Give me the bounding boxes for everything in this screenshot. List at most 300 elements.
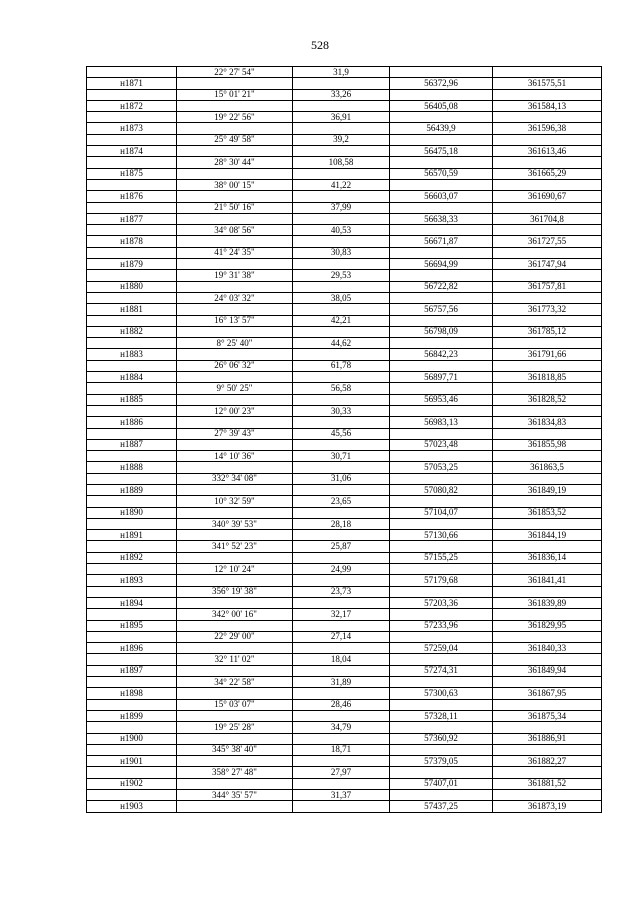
direction-angle-cell: 12° 10' 24" — [177, 564, 293, 575]
empty-cell — [177, 168, 293, 179]
point-name-cell: н1900 — [87, 733, 177, 744]
empty-cell — [493, 451, 602, 462]
y-coordinate-cell: 361828,52 — [493, 394, 602, 405]
empty-cell — [87, 451, 177, 462]
table-row-point — [87, 575, 602, 586]
table-row-segment — [87, 179, 602, 190]
direction-angle-cell: 15° 03' 07" — [177, 699, 293, 710]
empty-cell — [493, 677, 602, 688]
empty-cell — [493, 179, 602, 190]
empty-cell — [177, 462, 293, 473]
coordinates-table-body — [87, 67, 602, 813]
empty-cell — [493, 292, 602, 303]
empty-cell — [87, 270, 177, 281]
empty-cell — [390, 112, 493, 123]
table-row-point — [87, 484, 602, 495]
empty-cell — [390, 157, 493, 168]
table-row-segment — [87, 67, 602, 78]
segment-length-cell: 27,97 — [293, 767, 390, 778]
empty-cell — [493, 202, 602, 213]
empty-cell — [87, 428, 177, 439]
segment-length-cell: 28,18 — [293, 518, 390, 529]
empty-cell — [293, 710, 390, 721]
empty-cell — [493, 473, 602, 484]
x-coordinate-cell: 57155,25 — [390, 552, 493, 563]
table-row-point — [87, 123, 602, 134]
x-coordinate-cell: 57360,92 — [390, 733, 493, 744]
y-coordinate-cell: 361875,34 — [493, 710, 602, 721]
table-row-segment — [87, 89, 602, 100]
x-coordinate-cell: 57379,05 — [390, 756, 493, 767]
direction-angle-cell: 342° 00' 16" — [177, 609, 293, 620]
empty-cell — [390, 338, 493, 349]
x-coordinate-cell: 56603,07 — [390, 191, 493, 202]
table-row-segment — [87, 315, 602, 326]
empty-cell — [293, 281, 390, 292]
segment-length-cell: 23,73 — [293, 586, 390, 597]
point-name-cell: н1886 — [87, 417, 177, 428]
table-row-point — [87, 78, 602, 89]
point-name-cell: н1902 — [87, 778, 177, 789]
empty-cell — [493, 134, 602, 145]
empty-cell — [293, 304, 390, 315]
direction-angle-cell: 19° 31' 38" — [177, 270, 293, 281]
empty-cell — [87, 134, 177, 145]
table-row-segment — [87, 564, 602, 575]
table-row-segment — [87, 428, 602, 439]
x-coordinate-cell: 57130,66 — [390, 530, 493, 541]
point-name-cell: н1879 — [87, 259, 177, 270]
segment-length-cell: 37,99 — [293, 202, 390, 213]
empty-cell — [87, 699, 177, 710]
empty-cell — [293, 484, 390, 495]
empty-cell — [390, 89, 493, 100]
coordinates-table — [86, 66, 602, 813]
empty-cell — [293, 688, 390, 699]
table-row-point — [87, 597, 602, 608]
x-coordinate-cell: 57233,96 — [390, 620, 493, 631]
y-coordinate-cell: 361665,29 — [493, 168, 602, 179]
empty-cell — [87, 518, 177, 529]
empty-cell — [87, 67, 177, 78]
y-coordinate-cell: 361704,8 — [493, 213, 602, 224]
empty-cell — [177, 236, 293, 247]
table-row-segment — [87, 225, 602, 236]
empty-cell — [177, 281, 293, 292]
table-row-segment — [87, 157, 602, 168]
empty-cell — [493, 383, 602, 394]
x-coordinate-cell: 57437,25 — [390, 801, 493, 812]
empty-cell — [87, 179, 177, 190]
point-name-cell: н1893 — [87, 575, 177, 586]
empty-cell — [87, 586, 177, 597]
point-name-cell: н1892 — [87, 552, 177, 563]
empty-cell — [177, 643, 293, 654]
empty-cell — [293, 439, 390, 450]
table-row-point — [87, 304, 602, 315]
empty-cell — [293, 643, 390, 654]
empty-cell — [177, 620, 293, 631]
empty-cell — [390, 270, 493, 281]
empty-cell — [177, 733, 293, 744]
direction-angle-cell: 356° 19' 38" — [177, 586, 293, 597]
table-row-point — [87, 349, 602, 360]
table-row-point — [87, 326, 602, 337]
empty-cell — [390, 202, 493, 213]
segment-length-cell: 27,14 — [293, 631, 390, 642]
segment-length-cell: 41,22 — [293, 179, 390, 190]
empty-cell — [493, 157, 602, 168]
empty-cell — [390, 451, 493, 462]
table-row-point — [87, 801, 602, 812]
empty-cell — [390, 360, 493, 371]
x-coordinate-cell: 57328,11 — [390, 710, 493, 721]
table-row-point — [87, 281, 602, 292]
segment-length-cell: 31,89 — [293, 677, 390, 688]
empty-cell — [293, 778, 390, 789]
segment-length-cell: 23,65 — [293, 496, 390, 507]
direction-angle-cell: 24° 03' 32" — [177, 292, 293, 303]
point-name-cell: н1896 — [87, 643, 177, 654]
y-coordinate-cell: 361829,95 — [493, 620, 602, 631]
empty-cell — [493, 225, 602, 236]
y-coordinate-cell: 361844,19 — [493, 530, 602, 541]
empty-cell — [177, 259, 293, 270]
empty-cell — [87, 338, 177, 349]
table-row-point — [87, 507, 602, 518]
x-coordinate-cell: 57053,25 — [390, 462, 493, 473]
segment-length-cell: 108,58 — [293, 157, 390, 168]
x-coordinate-cell: 57104,07 — [390, 507, 493, 518]
y-coordinate-cell: 361841,41 — [493, 575, 602, 586]
empty-cell — [177, 349, 293, 360]
point-name-cell: н1889 — [87, 484, 177, 495]
point-name-cell: н1882 — [87, 326, 177, 337]
segment-length-cell: 30,33 — [293, 405, 390, 416]
empty-cell — [177, 575, 293, 586]
point-name-cell: н1885 — [87, 394, 177, 405]
direction-angle-cell: 19° 22' 56" — [177, 112, 293, 123]
segment-length-cell: 25,87 — [293, 541, 390, 552]
segment-length-cell: 31,9 — [293, 67, 390, 78]
empty-cell — [177, 484, 293, 495]
empty-cell — [177, 213, 293, 224]
y-coordinate-cell: 361613,46 — [493, 146, 602, 157]
x-coordinate-cell: 57023,48 — [390, 439, 493, 450]
empty-cell — [293, 259, 390, 270]
empty-cell — [390, 541, 493, 552]
segment-length-cell: 30,71 — [293, 451, 390, 462]
empty-cell — [390, 677, 493, 688]
empty-cell — [177, 191, 293, 202]
empty-cell — [293, 326, 390, 337]
table-row-segment — [87, 541, 602, 552]
x-coordinate-cell: 56570,59 — [390, 168, 493, 179]
empty-cell — [390, 609, 493, 620]
y-coordinate-cell: 361757,81 — [493, 281, 602, 292]
empty-cell — [293, 236, 390, 247]
direction-angle-cell: 332° 34' 08" — [177, 473, 293, 484]
x-coordinate-cell: 56953,46 — [390, 394, 493, 405]
empty-cell — [390, 586, 493, 597]
point-name-cell: н1880 — [87, 281, 177, 292]
empty-cell — [293, 168, 390, 179]
empty-cell — [293, 530, 390, 541]
empty-cell — [87, 383, 177, 394]
y-coordinate-cell: 361584,13 — [493, 100, 602, 111]
x-coordinate-cell: 56671,87 — [390, 236, 493, 247]
point-name-cell: н1898 — [87, 688, 177, 699]
empty-cell — [493, 112, 602, 123]
table-row-point — [87, 168, 602, 179]
empty-cell — [293, 507, 390, 518]
point-name-cell: н1873 — [87, 123, 177, 134]
table-row-point — [87, 417, 602, 428]
y-coordinate-cell: 361575,51 — [493, 78, 602, 89]
empty-cell — [390, 179, 493, 190]
table-row-segment — [87, 586, 602, 597]
empty-cell — [87, 790, 177, 801]
segment-length-cell: 29,53 — [293, 270, 390, 281]
empty-cell — [390, 247, 493, 258]
point-name-cell: н1871 — [87, 78, 177, 89]
empty-cell — [390, 767, 493, 778]
table-row-point — [87, 733, 602, 744]
table-row-segment — [87, 518, 602, 529]
segment-length-cell: 18,71 — [293, 744, 390, 755]
x-coordinate-cell: 56475,18 — [390, 146, 493, 157]
direction-angle-cell: 22° 29' 00" — [177, 631, 293, 642]
table-row-point — [87, 688, 602, 699]
direction-angle-cell: 344° 35' 57" — [177, 790, 293, 801]
table-row-segment — [87, 790, 602, 801]
empty-cell — [87, 744, 177, 755]
segment-length-cell: 45,56 — [293, 428, 390, 439]
empty-cell — [177, 530, 293, 541]
empty-cell — [177, 394, 293, 405]
empty-cell — [177, 417, 293, 428]
empty-cell — [390, 428, 493, 439]
segment-length-cell: 56,58 — [293, 383, 390, 394]
table-row-segment — [87, 677, 602, 688]
y-coordinate-cell: 361849,19 — [493, 484, 602, 495]
direction-angle-cell: 14° 10' 36" — [177, 451, 293, 462]
empty-cell — [177, 665, 293, 676]
empty-cell — [293, 733, 390, 744]
table-row-segment — [87, 496, 602, 507]
y-coordinate-cell: 361791,66 — [493, 349, 602, 360]
x-coordinate-cell: 56983,13 — [390, 417, 493, 428]
point-name-cell: н1874 — [87, 146, 177, 157]
point-name-cell: н1884 — [87, 372, 177, 383]
y-coordinate-cell: 361727,55 — [493, 236, 602, 247]
table-row-segment — [87, 112, 602, 123]
direction-angle-cell: 21° 50' 16" — [177, 202, 293, 213]
y-coordinate-cell: 361881,52 — [493, 778, 602, 789]
empty-cell — [493, 405, 602, 416]
table-row-point — [87, 191, 602, 202]
empty-cell — [390, 473, 493, 484]
empty-cell — [177, 439, 293, 450]
point-name-cell: н1877 — [87, 213, 177, 224]
segment-length-cell: 31,37 — [293, 790, 390, 801]
empty-cell — [177, 78, 293, 89]
y-coordinate-cell: 361785,12 — [493, 326, 602, 337]
point-name-cell: н1872 — [87, 100, 177, 111]
y-coordinate-cell: 361863,5 — [493, 462, 602, 473]
direction-angle-cell: 27° 39' 43" — [177, 428, 293, 439]
empty-cell — [293, 146, 390, 157]
point-name-cell: н1899 — [87, 710, 177, 721]
table-row-segment — [87, 722, 602, 733]
empty-cell — [293, 462, 390, 473]
empty-cell — [177, 688, 293, 699]
empty-cell — [390, 315, 493, 326]
x-coordinate-cell: 57274,31 — [390, 665, 493, 676]
direction-angle-cell: 8° 25' 40" — [177, 338, 293, 349]
x-coordinate-cell: 56842,23 — [390, 349, 493, 360]
x-coordinate-cell: 56757,56 — [390, 304, 493, 315]
empty-cell — [493, 360, 602, 371]
table-row-point — [87, 462, 602, 473]
empty-cell — [390, 67, 493, 78]
empty-cell — [87, 157, 177, 168]
table-row-point — [87, 236, 602, 247]
direction-angle-cell: 15° 01' 21" — [177, 89, 293, 100]
segment-length-cell: 39,2 — [293, 134, 390, 145]
x-coordinate-cell: 57259,04 — [390, 643, 493, 654]
x-coordinate-cell: 56372,96 — [390, 78, 493, 89]
point-name-cell: н1895 — [87, 620, 177, 631]
x-coordinate-cell: 56638,33 — [390, 213, 493, 224]
x-coordinate-cell: 56439,9 — [390, 123, 493, 134]
empty-cell — [87, 360, 177, 371]
table-row-point — [87, 213, 602, 224]
segment-length-cell: 33,26 — [293, 89, 390, 100]
empty-cell — [493, 67, 602, 78]
empty-cell — [87, 609, 177, 620]
segment-length-cell: 38,05 — [293, 292, 390, 303]
empty-cell — [87, 564, 177, 575]
empty-cell — [87, 541, 177, 552]
empty-cell — [87, 496, 177, 507]
empty-cell — [87, 225, 177, 236]
empty-cell — [293, 552, 390, 563]
empty-cell — [177, 778, 293, 789]
segment-length-cell: 34,79 — [293, 722, 390, 733]
point-name-cell: н1887 — [87, 439, 177, 450]
empty-cell — [493, 722, 602, 733]
point-name-cell: н1901 — [87, 756, 177, 767]
empty-cell — [390, 405, 493, 416]
empty-cell — [493, 247, 602, 258]
empty-cell — [493, 315, 602, 326]
empty-cell — [293, 213, 390, 224]
direction-angle-cell: 10° 32' 59" — [177, 496, 293, 507]
direction-angle-cell: 34° 08' 56" — [177, 225, 293, 236]
empty-cell — [390, 564, 493, 575]
x-coordinate-cell: 57080,82 — [390, 484, 493, 495]
empty-cell — [293, 100, 390, 111]
point-name-cell: н1903 — [87, 801, 177, 812]
table-row-segment — [87, 360, 602, 371]
y-coordinate-cell: 361690,67 — [493, 191, 602, 202]
empty-cell — [87, 292, 177, 303]
segment-length-cell: 28,46 — [293, 699, 390, 710]
empty-cell — [293, 394, 390, 405]
page-number: 528 — [311, 38, 329, 52]
y-coordinate-cell: 361747,94 — [493, 259, 602, 270]
point-name-cell: н1878 — [87, 236, 177, 247]
empty-cell — [87, 722, 177, 733]
y-coordinate-cell: 361840,33 — [493, 643, 602, 654]
empty-cell — [293, 575, 390, 586]
x-coordinate-cell: 56405,08 — [390, 100, 493, 111]
segment-length-cell: 40,53 — [293, 225, 390, 236]
table-row-segment — [87, 744, 602, 755]
empty-cell — [177, 326, 293, 337]
table-row-segment — [87, 247, 602, 258]
empty-cell — [493, 631, 602, 642]
direction-angle-cell: 16° 13' 57" — [177, 315, 293, 326]
empty-cell — [293, 756, 390, 767]
x-coordinate-cell: 56722,82 — [390, 281, 493, 292]
empty-cell — [493, 89, 602, 100]
empty-cell — [87, 473, 177, 484]
table-row-point — [87, 372, 602, 383]
segment-length-cell: 61,78 — [293, 360, 390, 371]
x-coordinate-cell: 56897,71 — [390, 372, 493, 383]
empty-cell — [87, 112, 177, 123]
empty-cell — [390, 134, 493, 145]
empty-cell — [493, 767, 602, 778]
table-row-segment — [87, 405, 602, 416]
y-coordinate-cell: 361853,52 — [493, 507, 602, 518]
direction-angle-cell: 34° 22' 58" — [177, 677, 293, 688]
point-name-cell: н1876 — [87, 191, 177, 202]
y-coordinate-cell: 361596,38 — [493, 123, 602, 134]
x-coordinate-cell: 57179,68 — [390, 575, 493, 586]
direction-angle-cell: 32° 11' 02" — [177, 654, 293, 665]
table-row-segment — [87, 473, 602, 484]
empty-cell — [390, 225, 493, 236]
empty-cell — [177, 100, 293, 111]
table-row-point — [87, 530, 602, 541]
x-coordinate-cell: 56694,99 — [390, 259, 493, 270]
segment-length-cell: 42,21 — [293, 315, 390, 326]
y-coordinate-cell: 361839,89 — [493, 597, 602, 608]
empty-cell — [493, 428, 602, 439]
empty-cell — [87, 247, 177, 258]
empty-cell — [493, 699, 602, 710]
empty-cell — [87, 315, 177, 326]
segment-length-cell: 31,06 — [293, 473, 390, 484]
empty-cell — [177, 507, 293, 518]
direction-angle-cell: 341° 52' 23" — [177, 541, 293, 552]
empty-cell — [390, 383, 493, 394]
empty-cell — [293, 597, 390, 608]
point-name-cell: н1891 — [87, 530, 177, 541]
point-name-cell: н1890 — [87, 507, 177, 518]
empty-cell — [493, 496, 602, 507]
y-coordinate-cell: 361818,85 — [493, 372, 602, 383]
empty-cell — [493, 609, 602, 620]
empty-cell — [493, 744, 602, 755]
y-coordinate-cell: 361834,83 — [493, 417, 602, 428]
empty-cell — [493, 270, 602, 281]
y-coordinate-cell: 361855,98 — [493, 439, 602, 450]
empty-cell — [177, 801, 293, 812]
